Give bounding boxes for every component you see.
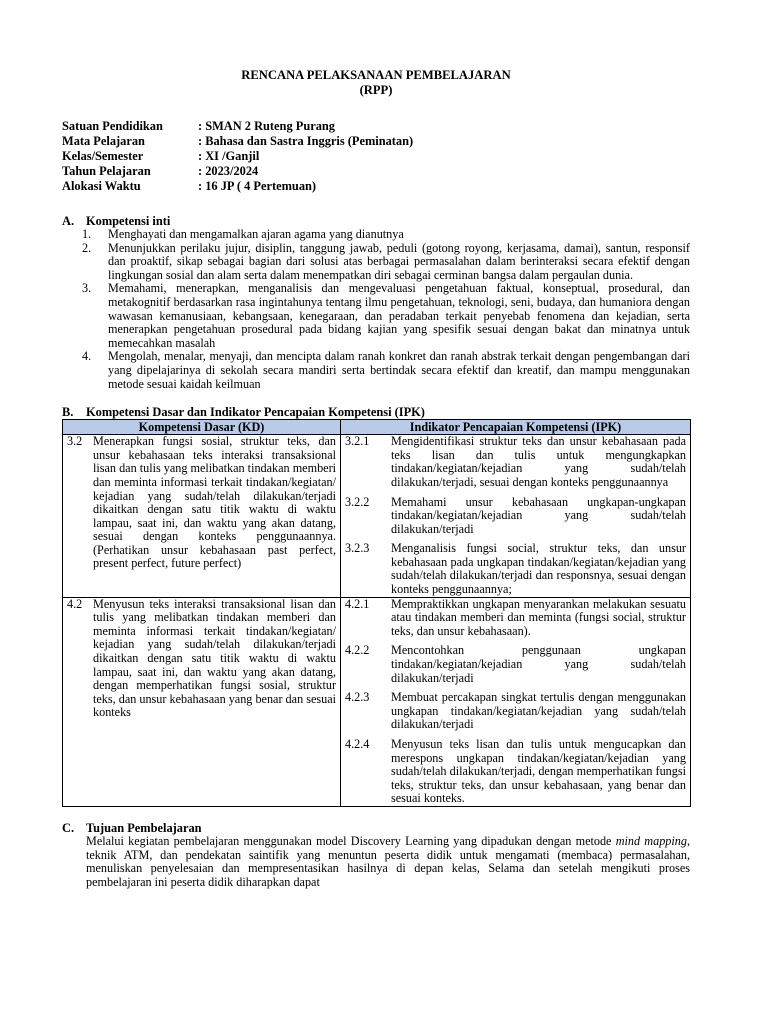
ipk-number: 3.2.2 xyxy=(345,494,370,509)
kd-number: 3.2 xyxy=(67,434,83,449)
ipk-number: 4.2.3 xyxy=(345,690,370,705)
ipk-item xyxy=(341,496,690,537)
ipk-text: Mempraktikkan ungkapan menyarankan melakukan sesuatu atau tindakan memberi dan meminta (fungsi social, struktur teks, dan unsur kebahasaan). xyxy=(391,596,686,638)
identity-label: Tahun Pelajaran xyxy=(62,164,151,178)
list-text: Menghayati dan mengamalkan ajaran agama yang dianutnya xyxy=(108,227,404,241)
table-row xyxy=(63,597,691,806)
identity-label: Kelas/Semester xyxy=(62,149,144,163)
section-b-heading xyxy=(62,405,690,419)
section-title: Kompetensi inti xyxy=(86,214,171,228)
section-a-heading xyxy=(62,214,690,228)
identity-row xyxy=(62,134,690,149)
core-competency-list xyxy=(82,228,690,391)
section-letter: B. xyxy=(62,405,74,420)
ipk-item xyxy=(341,542,690,596)
table-row xyxy=(63,435,691,598)
kd-number: 4.2 xyxy=(67,596,83,611)
identity-label: Satuan Pendidikan xyxy=(62,119,163,133)
kd-cell xyxy=(63,435,341,598)
identity-label: Alokasi Waktu xyxy=(62,179,141,193)
paragraph-text: , teknik ATM, dan pendekatan saintifik yang menuntun peserta didik untuk mengamati (membaca) permasalahan, menuliskan penyelesaian dan mempresentasikan hasilnya di depan kelas, Selama dan setelah mengikuti proses pembelajaran ini peserta didik diharapkan dapat xyxy=(86,833,691,889)
identity-value: : 2023/2024 xyxy=(198,164,259,178)
section-title: Tujuan Pembelajaran xyxy=(86,820,202,835)
ipk-cell xyxy=(341,435,691,598)
list-number: 3. xyxy=(82,281,92,296)
section-title: Kompetensi Dasar dan Indikator Pencapaian Kompetensi (IPK) xyxy=(86,405,425,420)
list-text: Mengolah, menalar, menyaji, dan mencipta dalam ranah konkret dan ranah abstrak terkait dengan pengembangan dari yang dipelajarinya di sekolah secara mandiri serta bertindak secara efektif dan kreatif, dan mampu menggunakan metode sesuai kaidah keilmuan xyxy=(108,349,690,391)
list-item xyxy=(82,350,690,391)
paragraph-italic-text: mind mapping xyxy=(615,833,687,848)
ipk-number: 4.2.1 xyxy=(345,596,370,611)
title-line-2: (RPP) xyxy=(359,83,393,97)
document-page xyxy=(62,68,690,889)
identity-value: : SMAN 2 Ruteng Purang xyxy=(198,119,335,133)
column-header-kd: Kompetensi Dasar (KD) xyxy=(63,420,341,435)
section-letter: A. xyxy=(62,214,75,228)
ipk-item xyxy=(341,644,690,685)
identity-row xyxy=(62,119,690,134)
paragraph-text: Melalui kegiatan pembelajaran menggunakan model Discovery Learning yang dipadukan dengan metode xyxy=(86,833,616,848)
list-number: 2. xyxy=(82,240,92,255)
list-item xyxy=(82,282,690,350)
ipk-item xyxy=(341,598,690,639)
document-title xyxy=(62,68,690,98)
ipk-number: 4.2.4 xyxy=(345,737,370,751)
competency-table xyxy=(62,419,691,807)
ipk-cell xyxy=(341,597,691,806)
section-c-heading xyxy=(62,821,690,835)
table-header-row xyxy=(63,420,691,435)
list-item xyxy=(82,242,690,283)
ipk-text: Menyusun teks lisan dan tulis untuk mengucapkan dan merespons ungkapan tindakan/kegiatan/kejadian yang sudah/telah dilakukan/terjadi, dengan memperhatikan fungsi teks, struktur teks, dan unsur kebahasaan, yang benar dan sesuai konteks. xyxy=(391,737,686,806)
identity-label: Mata Pelajaran xyxy=(62,134,145,148)
ipk-number: 3.2.1 xyxy=(345,434,370,449)
list-item xyxy=(82,228,690,242)
identity-block xyxy=(62,119,690,194)
kd-cell xyxy=(63,597,341,806)
identity-row xyxy=(62,149,690,164)
ipk-text: Memahami unsur kebahasaan ungkapan-ungkapan tindakan/kegiatan/kejadian yang sudah/telah dilakukan/terjadi xyxy=(391,494,686,536)
learning-objective-paragraph xyxy=(86,835,690,889)
kd-text: Menerapkan fungsi sosial, struktur teks, dan unsur kebahasaan teks interaksi transaksional lisan dan tulis yang melibatkan tindakan memberi dan meminta informasi terkait tindakan/kegiatan/ kejadian yang sudah/telah dilakukan/terjadi dikaitkan dengan satu titik waktu di waktu lampau, saat ini, dan waktu yang akan datang, sesuai dengan konteks penggunaannya. (Perhatikan unsur kebahasaan past perfect, present perfect, future perfect) xyxy=(93,434,337,571)
list-number: 4. xyxy=(82,349,92,364)
ipk-number: 4.2.2 xyxy=(345,643,370,658)
list-text: Menunjukkan perilaku jujur, disiplin, tanggung jawab, peduli (gotong royong, kerjasama, damai), santun, responsif dan proaktif, sikap sebagai bagian dari solusi atas berbagai permasalahan dalam berinteraksi secara efektif dengan lingkungan sosial dan alam serta dalam menempatkan diri sebagai cerminan bangsa dalam pergaulan dunia. xyxy=(108,240,690,282)
identity-value: : 16 JP ( 4 Pertemuan) xyxy=(198,179,317,193)
ipk-text: Mencontohkan penggunaan ungkapan tindakan/kegiatan/kejadian yang sudah/telah dilakukan/terjadi xyxy=(391,643,686,685)
title-line-1: RENCANA PELAKSANAAN PEMBELAJARAN xyxy=(241,68,511,82)
identity-value: : Bahasa dan Sastra Inggris (Peminatan) xyxy=(198,134,414,148)
list-number: 1. xyxy=(82,227,92,241)
section-letter: C. xyxy=(62,820,75,835)
identity-row xyxy=(62,179,690,194)
kd-text: Menyusun teks interaksi transaksional lisan dan tulis yang melibatkan tindakan memberi dan meminta informasi terkait tindakan/kegiatan/ kejadian yang sudah/telah dilakukan/terjadi dikaitkan dengan satu titik waktu di waktu lampau, saat ini, dan waktu yang akan datang, dengan memperhatikan fungsi sosial, struktur teks, dan unsur kebahasaan yang benar dan sesuai konteks xyxy=(93,596,336,720)
ipk-number: 3.2.3 xyxy=(345,541,370,556)
list-text: Memahami, menerapkan, menganalisis dan mengevaluasi pengetahuan faktual, konseptual, prosedural, dan metakognitif berdasarkan rasa ingintahunya tentang ilmu pengetahuan, teknologi, seni, budaya, dan humaniora dengan wawasan kemanusiaan, kebangsaan, kenegaraan, dan peradaban terkait penyebab fenomena dan kejadian, serta menerapkan pengetahuan prosedural pada bidang kajian yang spesifik sesuai dengan bakat dan minatnya untuk memecahkan masalah xyxy=(108,281,690,350)
identity-row xyxy=(62,164,690,179)
ipk-text: Membuat percakapan singkat tertulis dengan menggunakan ungkapan tindakan/kegiatan/kejadian yang sudah/telah dilakukan/terjadi xyxy=(391,690,686,732)
identity-value: : XI /Ganjil xyxy=(198,149,260,163)
ipk-text: Menganalisis fungsi social, struktur teks, dan unsur kebahasaan pada ungkapan tindakan/kegiatan/kejadian yang sudah/telah dilakukan/terjadi dan responsnya, sesuai dengan konteks penggunaannya; xyxy=(391,541,686,597)
ipk-item xyxy=(341,435,690,489)
ipk-item xyxy=(341,738,690,806)
column-header-ipk: Indikator Pencapaian Kompetensi (IPK) xyxy=(341,420,691,435)
ipk-item xyxy=(341,691,690,732)
ipk-text: Mengidentifikasi struktur teks dan unsur kebahasaan pada teks lisan dan tulis untuk mengungkapkan tindakan/kegiatan/kejadian yang sudah/telah dilakukan/terjadi, sesuai dengan konteks penggunaannya xyxy=(391,434,686,489)
